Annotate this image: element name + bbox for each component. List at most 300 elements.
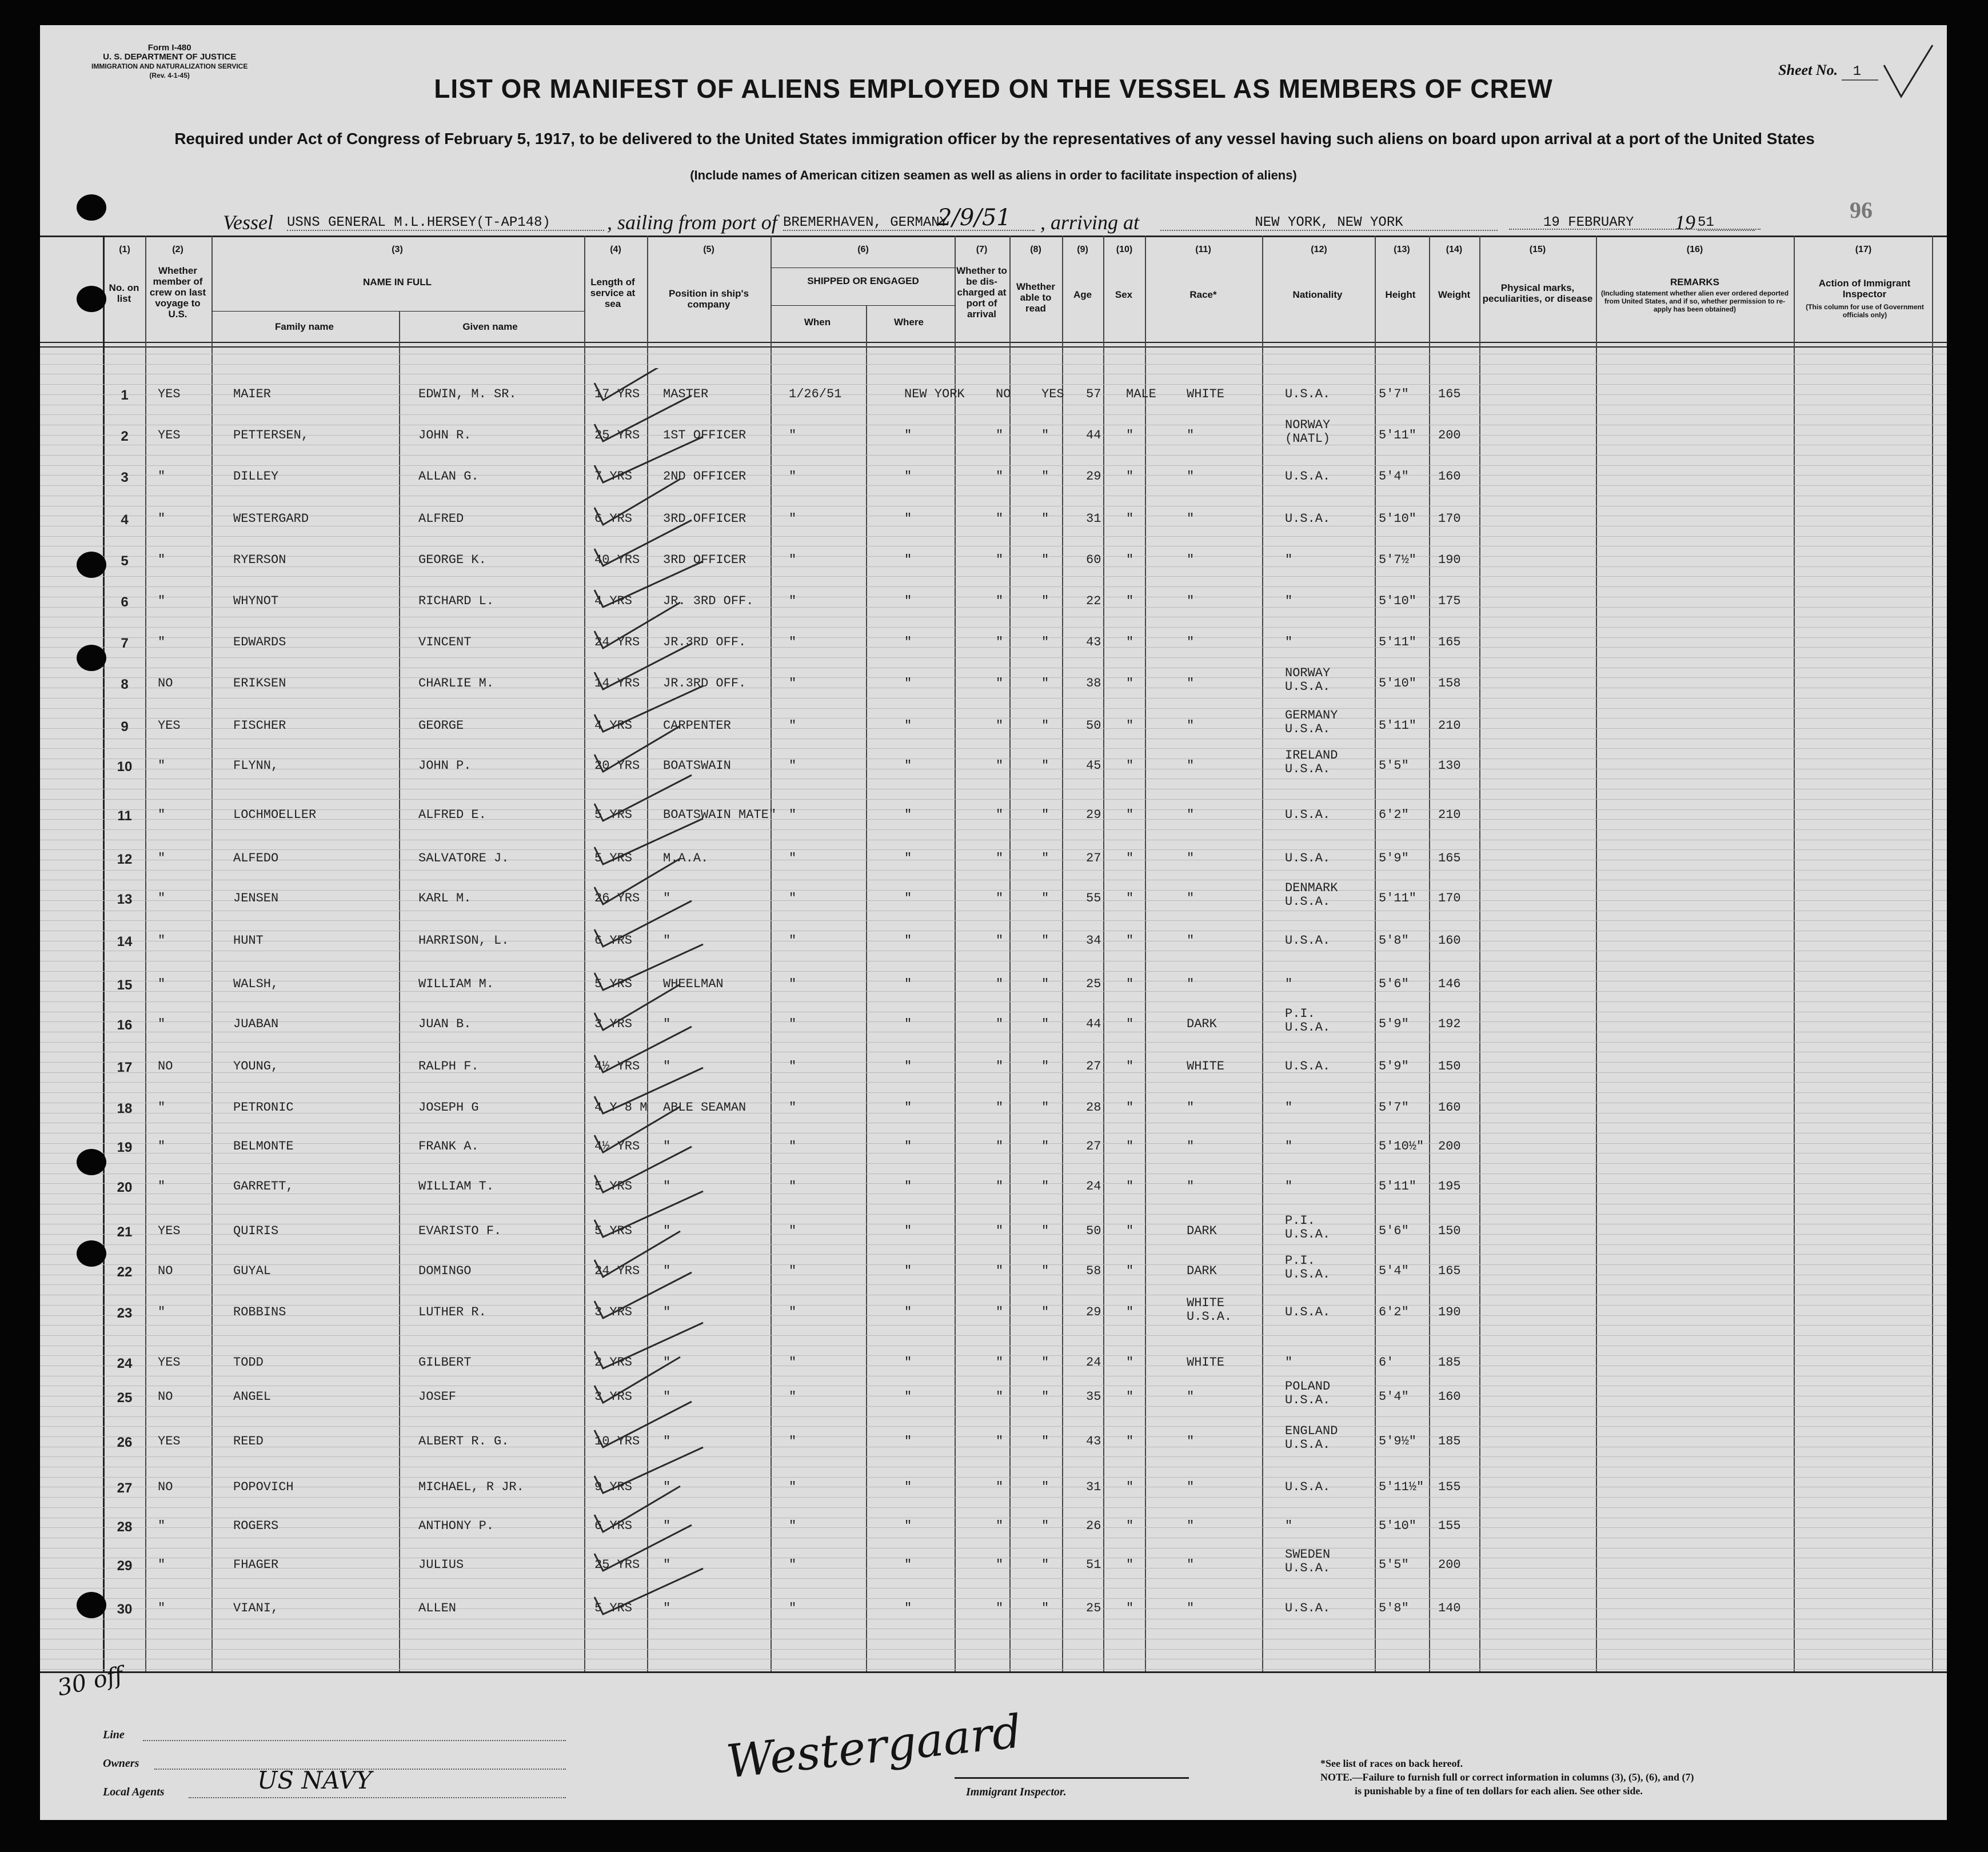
cell-height: 5'7" bbox=[1379, 387, 1409, 401]
cell-where: " bbox=[904, 1390, 912, 1404]
col-physical-marks: Physical marks, peculiarities, or disease bbox=[1482, 282, 1593, 304]
ruled-line bbox=[40, 1406, 1947, 1407]
cell-crew: " bbox=[158, 933, 166, 948]
count-note: 30 off bbox=[55, 1662, 126, 1702]
cell-where: " bbox=[904, 1264, 912, 1278]
cell-height: 5'9" bbox=[1379, 1017, 1409, 1031]
cell-disch: " bbox=[996, 1264, 1004, 1278]
cell-position: JR.3RD OFF. bbox=[663, 635, 747, 649]
agents-value: US NAVY bbox=[257, 1766, 372, 1794]
cell-race: " bbox=[1187, 635, 1195, 649]
column-rule bbox=[1262, 236, 1263, 1671]
cell-crew: NO bbox=[158, 1390, 173, 1404]
cell-service: 6 YRS bbox=[594, 933, 633, 948]
ruled-line bbox=[40, 718, 1947, 719]
cell-position: 3RD OFFICER bbox=[663, 512, 747, 526]
cell-disch: " bbox=[996, 1305, 1004, 1319]
cell-read: " bbox=[1041, 1558, 1049, 1572]
cell-race: " bbox=[1187, 759, 1195, 773]
cell-given: ALFRED bbox=[418, 512, 464, 526]
cell-weight: 175 bbox=[1438, 594, 1461, 608]
cell-given: DOMINGO bbox=[418, 1264, 472, 1278]
cell-read: " bbox=[1041, 851, 1049, 865]
cell-service: 25 YRS bbox=[594, 428, 640, 442]
cell-when: " bbox=[789, 1355, 797, 1370]
cell-disch: NO bbox=[996, 387, 1011, 401]
ruled-line bbox=[40, 829, 1947, 830]
cell-disch: " bbox=[996, 469, 1004, 484]
cell-when: " bbox=[789, 891, 797, 905]
cell-age: 58 bbox=[1086, 1264, 1101, 1278]
cell-service: 4½ YRS bbox=[594, 1059, 640, 1073]
check-strokes bbox=[577, 368, 749, 1683]
name-sub-rule bbox=[211, 311, 584, 312]
cell-sex: " bbox=[1126, 1480, 1134, 1494]
arrival-port: NEW YORK, NEW YORK bbox=[1160, 215, 1498, 231]
cell-given: JOHN R. bbox=[418, 428, 472, 442]
cell-nationality: " bbox=[1285, 977, 1293, 991]
cell-age: 60 bbox=[1086, 553, 1101, 567]
cell-race: " bbox=[1187, 1519, 1195, 1533]
cell-given: MICHAEL, R JR. bbox=[418, 1480, 524, 1494]
cell-nationality: " bbox=[1285, 1100, 1293, 1115]
col-discharged: Whether to be dis-charged at port of arrival bbox=[956, 265, 1007, 320]
cell-disch: " bbox=[996, 1480, 1004, 1494]
cell-height: 5'4" bbox=[1379, 1390, 1409, 1404]
cell-read: " bbox=[1041, 1519, 1049, 1533]
cell-given: ALLAN G. bbox=[418, 469, 479, 484]
cell-race: WHITE bbox=[1187, 1059, 1225, 1073]
vessel-name: USNS GENERAL M.L.HERSEY(T-AP148) bbox=[287, 215, 604, 231]
cell-sex: " bbox=[1126, 891, 1134, 905]
cell-family: WHYNOT bbox=[233, 594, 279, 608]
cell-where: " bbox=[904, 1355, 912, 1370]
ruled-line bbox=[40, 1254, 1947, 1255]
cell-height: 5'10½" bbox=[1379, 1139, 1424, 1153]
col-able-to-read: Whether able to read bbox=[1016, 281, 1055, 314]
cell-age: 25 bbox=[1086, 1601, 1101, 1615]
cell-sex: " bbox=[1126, 1017, 1134, 1031]
check-stroke bbox=[594, 1147, 692, 1192]
cell-given: GEORGE bbox=[418, 719, 464, 733]
check-stroke bbox=[594, 1402, 692, 1447]
ruled-line bbox=[40, 1325, 1947, 1326]
ruled-line bbox=[40, 1355, 1947, 1356]
cell-no: 12 bbox=[117, 852, 133, 867]
check-stroke bbox=[594, 1525, 692, 1571]
cell-nationality: U.S.A. bbox=[1285, 851, 1331, 865]
ruled-line bbox=[40, 1507, 1947, 1508]
cell-family: REED bbox=[233, 1434, 264, 1448]
cell-weight: 170 bbox=[1438, 512, 1461, 526]
cell-crew: " bbox=[158, 1601, 166, 1615]
cell-weight: 195 bbox=[1438, 1179, 1461, 1194]
cell-nationality: DENMARK bbox=[1285, 881, 1338, 895]
check-stroke bbox=[594, 1568, 703, 1614]
cell-age: 27 bbox=[1086, 1059, 1101, 1073]
cell-sex: " bbox=[1126, 594, 1134, 608]
cell-position: " bbox=[663, 1558, 671, 1572]
ruled-line bbox=[40, 1092, 1947, 1093]
col-remarks-note: (Including statement whether alien ever ordered deported from United States, and if so, whether permission to re-apply has been obtained) bbox=[1600, 289, 1789, 313]
cell-family: GARRETT, bbox=[233, 1179, 294, 1194]
header-bottom-rule bbox=[40, 342, 1947, 343]
column-number: (16) bbox=[1686, 245, 1703, 254]
punch-hole bbox=[77, 1592, 106, 1618]
cell-family: POPOVICH bbox=[233, 1480, 294, 1494]
cell-age: 44 bbox=[1086, 1017, 1101, 1031]
cell-sex: " bbox=[1126, 1059, 1134, 1073]
cell-where: " bbox=[904, 933, 912, 948]
vessel-line bbox=[40, 202, 1947, 237]
cell-when: " bbox=[789, 635, 797, 649]
cell-family: WESTERGARD bbox=[233, 512, 309, 526]
column-rule bbox=[211, 236, 213, 1671]
cell-disch: " bbox=[996, 512, 1004, 526]
cell-height: 5'10" bbox=[1379, 1519, 1417, 1533]
check-stroke bbox=[594, 1486, 680, 1532]
cell-age: 31 bbox=[1086, 1480, 1101, 1494]
punch-hole bbox=[77, 1149, 106, 1175]
cell-service: 5 YRS bbox=[594, 977, 633, 991]
cell-where: " bbox=[904, 676, 912, 690]
cell-height: 5'11" bbox=[1379, 719, 1417, 733]
column-number: (5) bbox=[703, 245, 714, 254]
cell-nationality: " bbox=[1285, 1179, 1293, 1194]
cell-given: CHARLIE M. bbox=[418, 676, 494, 690]
cell-weight: 150 bbox=[1438, 1224, 1461, 1238]
cell-given: LUTHER R. bbox=[418, 1305, 486, 1319]
sailing-label: , sailing from port of bbox=[607, 211, 777, 234]
cell-nationality: ENGLAND bbox=[1285, 1424, 1338, 1438]
cell-crew: YES bbox=[158, 428, 181, 442]
cell-height: 5'11" bbox=[1379, 428, 1417, 442]
ruled-line bbox=[40, 1436, 1947, 1437]
cell-no: 13 bbox=[117, 892, 133, 907]
check-stroke bbox=[594, 944, 703, 990]
ruled-line bbox=[40, 485, 1947, 486]
ruled-line bbox=[40, 920, 1947, 921]
cell-nationality: GERMANY bbox=[1285, 708, 1338, 723]
cell-race: " bbox=[1187, 676, 1195, 690]
cell-when: " bbox=[789, 1601, 797, 1615]
cell-given: EDWIN, M. SR. bbox=[418, 387, 517, 401]
cell-height: 5'9½" bbox=[1379, 1434, 1417, 1448]
cell-disch: " bbox=[996, 635, 1004, 649]
ruled-line bbox=[40, 394, 1947, 395]
cell-race: DARK bbox=[1187, 1224, 1217, 1238]
check-stroke bbox=[594, 775, 692, 821]
cell-race: " bbox=[1187, 933, 1195, 948]
cell-service: 14 YRS bbox=[594, 676, 640, 690]
cell-sex: " bbox=[1126, 512, 1134, 526]
cell-race: " bbox=[1187, 1100, 1195, 1115]
cell-nationality: NORWAY bbox=[1285, 418, 1331, 432]
cell-when: " bbox=[789, 469, 797, 484]
cell-disch: " bbox=[996, 553, 1004, 567]
cell-nationality-2: U.S.A. bbox=[1285, 1393, 1331, 1407]
cell-family: ALFEDO bbox=[233, 851, 279, 865]
cell-age: 38 bbox=[1086, 676, 1101, 690]
cell-family: ROBBINS bbox=[233, 1305, 286, 1319]
cell-read: " bbox=[1041, 635, 1049, 649]
column-rule bbox=[1596, 236, 1597, 1671]
cell-position: CARPENTER bbox=[663, 719, 731, 733]
cell-position: " bbox=[663, 1224, 671, 1238]
cell-when: " bbox=[789, 512, 797, 526]
cell-sex: " bbox=[1126, 759, 1134, 773]
cell-nationality-2: U.S.A. bbox=[1285, 680, 1331, 694]
cell-service: 40 YRS bbox=[594, 553, 640, 567]
cell-weight: 140 bbox=[1438, 1601, 1461, 1615]
cell-read: " bbox=[1041, 933, 1049, 948]
cell-family: EDWARDS bbox=[233, 635, 286, 649]
column-rule bbox=[1479, 236, 1480, 1671]
cell-sex: " bbox=[1126, 469, 1134, 484]
form-number: Form I-480 bbox=[147, 43, 191, 53]
cell-disch: " bbox=[996, 808, 1004, 822]
cell-sex: " bbox=[1126, 977, 1134, 991]
cell-family: ROGERS bbox=[233, 1519, 279, 1533]
cell-family: JENSEN bbox=[233, 891, 279, 905]
cell-position: BOATSWAIN MATE" bbox=[663, 808, 777, 822]
ruled-line bbox=[40, 1669, 1947, 1670]
ruled-line bbox=[40, 1416, 1947, 1417]
line-field bbox=[143, 1740, 566, 1741]
cell-where: " bbox=[904, 553, 912, 567]
check-stroke bbox=[594, 520, 692, 566]
column-number: (15) bbox=[1529, 245, 1546, 254]
page-subnote: (Include names of American citizen seamen as well as aliens in order to facilitate inspection of aliens) bbox=[690, 168, 1297, 182]
cell-when: " bbox=[789, 676, 797, 690]
check-stroke bbox=[594, 1027, 692, 1072]
cell-read: " bbox=[1041, 594, 1049, 608]
cell-weight: 158 bbox=[1438, 676, 1461, 690]
cell-age: 25 bbox=[1086, 977, 1101, 991]
cell-age: 51 bbox=[1086, 1558, 1101, 1572]
cell-position: 1ST OFFICER bbox=[663, 428, 747, 442]
cell-age: 57 bbox=[1086, 387, 1101, 401]
cell-service: 5 YRS bbox=[594, 808, 633, 822]
cell-given: JOSEPH G bbox=[418, 1100, 479, 1115]
cell-age: 50 bbox=[1086, 1224, 1101, 1238]
cell-race: " bbox=[1187, 1434, 1195, 1448]
cell-where: " bbox=[904, 891, 912, 905]
cell-family: FLYNN, bbox=[233, 759, 279, 773]
vessel-label: Vessel bbox=[223, 211, 273, 234]
ruled-line bbox=[40, 1183, 1947, 1184]
cell-crew: YES bbox=[158, 719, 181, 733]
punch-hole bbox=[77, 286, 106, 312]
check-stroke bbox=[594, 1447, 703, 1493]
cell-race: " bbox=[1187, 808, 1195, 822]
ruled-line bbox=[40, 1649, 1947, 1650]
cell-age: 45 bbox=[1086, 759, 1101, 773]
cell-family: JUABAN bbox=[233, 1017, 279, 1031]
cell-no: 10 bbox=[117, 759, 133, 775]
cell-crew: " bbox=[158, 1305, 166, 1319]
cell-no: 21 bbox=[117, 1224, 133, 1240]
cell-given: RALPH F. bbox=[418, 1059, 479, 1073]
cell-race: " bbox=[1187, 512, 1195, 526]
cell-position: " bbox=[663, 1390, 671, 1404]
departure-date: 2/9/51 bbox=[937, 205, 1011, 231]
ruled-line bbox=[40, 991, 1947, 992]
cell-no: 3 bbox=[121, 470, 129, 485]
col-age: Age bbox=[1073, 289, 1092, 300]
ruled-line bbox=[40, 455, 1947, 456]
cell-sex: " bbox=[1126, 1179, 1134, 1194]
cell-where: " bbox=[904, 1139, 912, 1153]
col-weight: Weight bbox=[1438, 289, 1471, 300]
cell-where: " bbox=[904, 1305, 912, 1319]
cell-position: " bbox=[663, 1264, 671, 1278]
cell-service: 5 YRS bbox=[594, 1179, 633, 1194]
check-stroke bbox=[594, 1191, 703, 1237]
col-race: Race* bbox=[1189, 289, 1217, 300]
cell-height: 5'11" bbox=[1379, 891, 1417, 905]
cell-service: 6 YRS bbox=[594, 1519, 633, 1533]
cell-age: 24 bbox=[1086, 1355, 1101, 1370]
cell-nationality: U.S.A. bbox=[1285, 1480, 1331, 1494]
ruled-line bbox=[40, 1234, 1947, 1235]
cell-age: 50 bbox=[1086, 719, 1101, 733]
cell-position: " bbox=[663, 1480, 671, 1494]
ruled-line bbox=[40, 637, 1947, 638]
cell-race: " bbox=[1187, 719, 1195, 733]
cell-service: 10 YRS bbox=[594, 1434, 640, 1448]
cell-crew: " bbox=[158, 759, 166, 773]
cell-read: " bbox=[1041, 1224, 1049, 1238]
cell-family: MAIER bbox=[233, 387, 272, 401]
cell-no: 5 bbox=[121, 553, 129, 569]
cell-age: 35 bbox=[1086, 1390, 1101, 1404]
cell-position: " bbox=[663, 891, 671, 905]
cell-when: 1/26/51 bbox=[789, 387, 842, 401]
cell-where: " bbox=[904, 428, 912, 442]
column-rule bbox=[1103, 236, 1104, 1671]
cell-service: 3 YRS bbox=[594, 1390, 633, 1404]
penalty-note-1: NOTE.—Failure to furnish full or correct information in columns (3), (5), (6), and (7) bbox=[1320, 1771, 1694, 1783]
column-rule bbox=[1429, 236, 1430, 1671]
cell-where: " bbox=[904, 1558, 912, 1572]
column-number: (2) bbox=[172, 245, 183, 254]
cell-service: 17 YRS bbox=[594, 387, 640, 401]
check-stroke bbox=[594, 984, 680, 1030]
cell-given: FRANK A. bbox=[418, 1139, 479, 1153]
cell-service: 2 YRS bbox=[594, 1355, 633, 1370]
shipped-sub-rule bbox=[772, 305, 956, 306]
cell-height: 5'11½" bbox=[1379, 1480, 1424, 1494]
cell-given: ALLEN bbox=[418, 1601, 457, 1615]
ruled-line bbox=[40, 657, 1947, 658]
cell-weight: 165 bbox=[1438, 851, 1461, 865]
cell-age: 44 bbox=[1086, 428, 1101, 442]
cell-disch: " bbox=[996, 1179, 1004, 1194]
cell-height: 5'4" bbox=[1379, 1264, 1409, 1278]
cell-race: " bbox=[1187, 1480, 1195, 1494]
cell-disch: " bbox=[996, 1017, 1004, 1031]
cell-position: M.A.A. bbox=[663, 851, 709, 865]
cell-crew: NO bbox=[158, 676, 173, 690]
cell-sex: " bbox=[1126, 1601, 1134, 1615]
cell-disch: " bbox=[996, 428, 1004, 442]
cell-race: " bbox=[1187, 1179, 1195, 1194]
cell-crew: " bbox=[158, 891, 166, 905]
cell-read: " bbox=[1041, 1355, 1049, 1370]
cell-service: 4 YRS bbox=[594, 719, 633, 733]
ruled-line bbox=[40, 414, 1947, 415]
cell-service: 24 YRS bbox=[594, 635, 640, 649]
cell-where: " bbox=[904, 1100, 912, 1115]
cell-read: " bbox=[1041, 428, 1049, 442]
ruled-line bbox=[40, 465, 1947, 466]
cell-crew: " bbox=[158, 851, 166, 865]
ruled-line bbox=[40, 1082, 1947, 1083]
col-remarks: REMARKS bbox=[1670, 277, 1719, 288]
cell-family: PETTERSEN, bbox=[233, 428, 309, 442]
cell-nationality-2: U.S.A. bbox=[1285, 722, 1331, 736]
cell-weight: 150 bbox=[1438, 1059, 1461, 1073]
col-name-in-full: NAME IN FULL bbox=[363, 277, 432, 288]
column-rule bbox=[145, 236, 146, 1671]
cell-height: 5'5" bbox=[1379, 759, 1409, 773]
cell-when: " bbox=[789, 851, 797, 865]
ruled-line bbox=[40, 1163, 1947, 1164]
cell-when: " bbox=[789, 759, 797, 773]
ruled-line bbox=[40, 1527, 1947, 1528]
cell-height: 5'5" bbox=[1379, 1558, 1409, 1572]
cell-position: " bbox=[663, 933, 671, 948]
cell-position: " bbox=[663, 1434, 671, 1448]
cell-race: " bbox=[1187, 977, 1195, 991]
check-stroke bbox=[594, 1107, 680, 1152]
cell-family: RYERSON bbox=[233, 553, 286, 567]
cell-age: 43 bbox=[1086, 1434, 1101, 1448]
cell-when: " bbox=[789, 1305, 797, 1319]
cell-position: " bbox=[663, 1305, 671, 1319]
ruled-line bbox=[40, 435, 1947, 436]
cell-family: DILLEY bbox=[233, 469, 279, 484]
cell-read: " bbox=[1041, 1264, 1049, 1278]
column-rule bbox=[771, 236, 772, 1671]
cell-height: 5'10" bbox=[1379, 676, 1417, 690]
cell-weight: 130 bbox=[1438, 759, 1461, 773]
cell-race: DARK bbox=[1187, 1017, 1217, 1031]
ruled-line bbox=[40, 677, 1947, 678]
year-prefix: 19 bbox=[1675, 211, 1695, 234]
cell-position: BOATSWAIN bbox=[663, 759, 731, 773]
cell-family: QUIRIS bbox=[233, 1224, 279, 1238]
column-number: (13) bbox=[1394, 245, 1410, 254]
cell-sex: " bbox=[1126, 1305, 1134, 1319]
cell-when: " bbox=[789, 553, 797, 567]
cell-race: " bbox=[1187, 1601, 1195, 1615]
cell-crew: YES bbox=[158, 1355, 181, 1370]
ruled-line bbox=[40, 1578, 1947, 1579]
cell-weight: 185 bbox=[1438, 1434, 1461, 1448]
column-number: (10) bbox=[1116, 245, 1133, 254]
check-stroke bbox=[594, 1231, 680, 1277]
cell-race: WHITE bbox=[1187, 387, 1225, 401]
cell-height: 5'11" bbox=[1379, 635, 1417, 649]
cell-family: FHAGER bbox=[233, 1558, 279, 1572]
ruled-line bbox=[40, 849, 1947, 850]
ruled-line bbox=[40, 607, 1947, 608]
ruled-line bbox=[40, 971, 1947, 972]
cell-age: 34 bbox=[1086, 933, 1101, 948]
cell-read: " bbox=[1041, 469, 1049, 484]
